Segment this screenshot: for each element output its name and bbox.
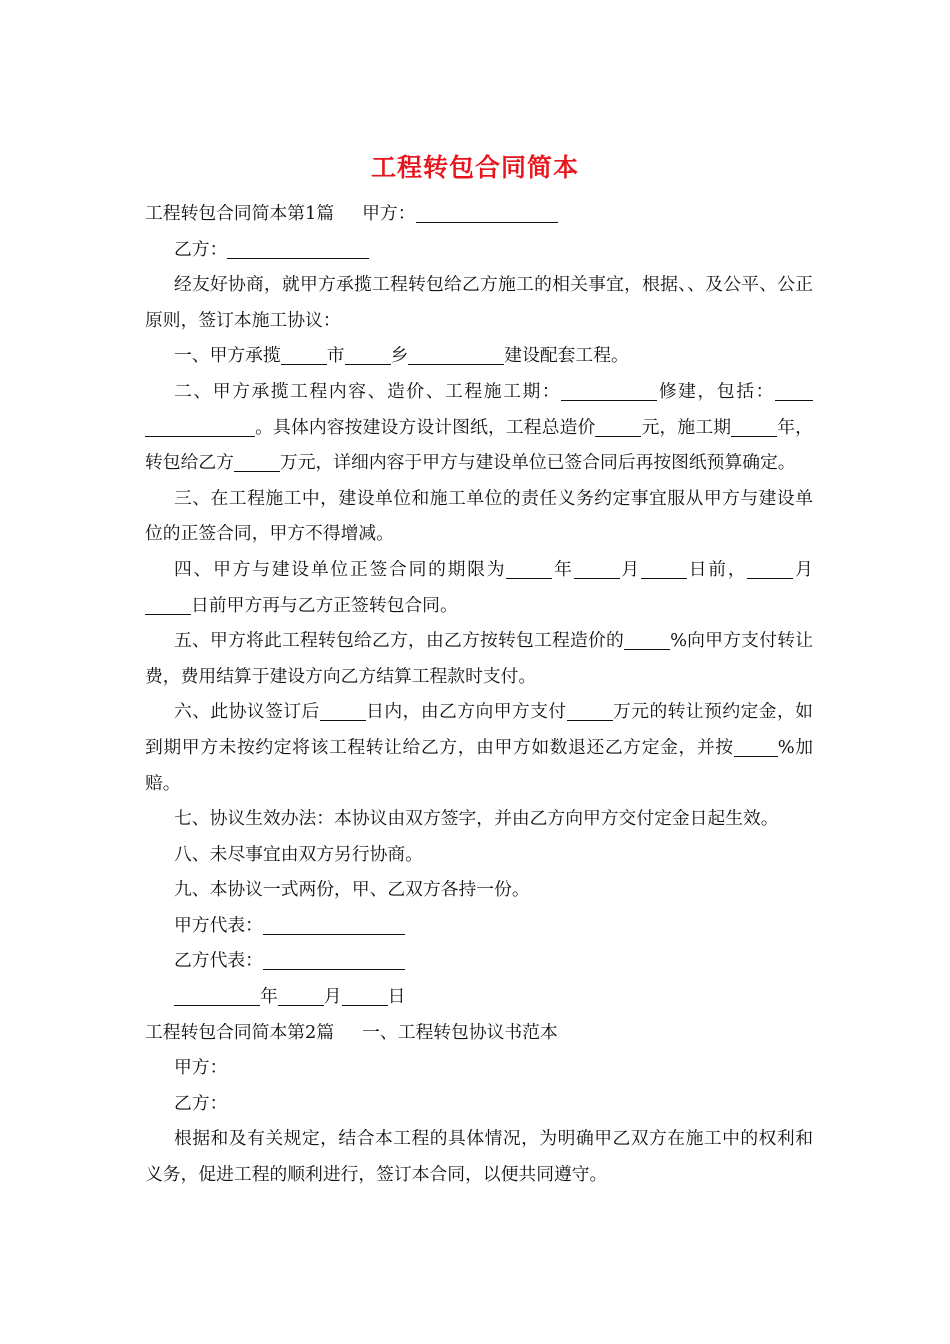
blank-day (342, 987, 388, 1006)
article-1-heading-line (145, 196, 813, 232)
blank (624, 631, 670, 650)
blank (345, 346, 391, 365)
day-label: 日 (387, 986, 406, 1008)
blank (234, 453, 280, 472)
article-2-intro: 根据和及有关规定，结合本工程的具体情况，为明确甲乙双方在施工中的权利和义务，促进工程的顺利进行，签订本合同，以便共同遵守。 (145, 1128, 813, 1186)
paragraph-intro: 经友好协商，就甲方承揽工程转包给乙方施工的相关事宜，根据、、及公平、公正原则，签订本施工协议： (145, 274, 813, 331)
clause-6-text-b: 日内，由乙方向甲方支付 (365, 701, 567, 723)
clause-5 (145, 623, 813, 694)
blank (506, 560, 552, 579)
article-2-party-a: 甲方： (174, 1057, 228, 1079)
blank (145, 596, 191, 615)
blank (408, 346, 504, 365)
article-2-party-b: 乙方： (174, 1092, 228, 1114)
clause-6-text-a: 六、此协议签订后 (174, 701, 320, 723)
article-1-heading: 工程转包合同简本第1篇 (145, 203, 335, 224)
clause-6-text-d: %加赔。 (145, 736, 813, 794)
party-b-label: 乙方： (174, 238, 228, 260)
blank (731, 418, 777, 437)
clause-1-text-a: 一、甲方承揽 (174, 345, 281, 367)
clause-4 (145, 552, 813, 623)
clause-5-text-a: 五、甲方将此工程转包给乙方，由乙方按转包工程造价的 (174, 630, 625, 652)
blank (567, 702, 613, 721)
clause-6-text-c: 万元的转让预约定金，如到期甲方未按约定将该工程转让给乙方，由甲方如数退还乙方定金，并按 (145, 701, 813, 758)
clause-2-text-a: 二、甲方承揽工程内容、造价、工程施工期： (174, 380, 562, 402)
clause-2 (145, 374, 813, 481)
clause-4-text-b: 年 (552, 558, 574, 580)
party-b-representative-label: 乙方代表： (174, 950, 263, 972)
party-a-representative-label: 甲方代表： (174, 914, 263, 936)
clause-4-text-a: 四、甲方与建设单位正签合同的期限为 (174, 558, 507, 580)
blank (574, 560, 620, 579)
party-b-line (145, 232, 813, 268)
blank (775, 382, 813, 401)
blank (595, 418, 641, 437)
blank (320, 702, 366, 721)
blank-year (174, 987, 260, 1006)
clause-1-text-c: 乡 (390, 345, 409, 367)
blank-signature-a (263, 916, 405, 935)
clause-1-text-b: 市 (326, 345, 345, 367)
blank (281, 346, 327, 365)
clause-5-text-b: %向甲方支付转让费，费用结算于建设方向乙方结算工程款时支付。 (145, 630, 813, 687)
blank (145, 418, 255, 437)
document-title: 工程转包合同简本 (370, 153, 579, 182)
date-line (145, 979, 813, 1015)
clause-4-text-c: 月 (619, 558, 641, 580)
document-body (145, 196, 813, 1193)
party-b-representative-line (145, 943, 813, 979)
blank (641, 560, 687, 579)
month-label: 月 (323, 986, 342, 1008)
clause-8: 八、未尽事宜由双方另行协商。 (174, 843, 423, 865)
clause-2-text-e: 年，转包给乙方 (145, 416, 813, 474)
clause-7: 七、协议生效办法：本协议由双方签字，并由乙方向甲方交付定金日起生效。 (174, 808, 779, 830)
year-label: 年 (260, 986, 278, 1008)
clause-6 (145, 694, 813, 801)
article-2-heading: 工程转包合同简本第2篇 (145, 1021, 335, 1043)
party-a-representative-line (145, 908, 813, 944)
clause-2-text-d: 元，施工期 (641, 416, 732, 438)
clause-2-text-f: 万元，详细内容于甲方与建设单位已签合同后再按图纸预算确定。 (279, 452, 796, 474)
party-a-label: 甲方： (362, 203, 416, 224)
clause-1-text-d: 建设配套工程。 (504, 345, 629, 367)
clause-9: 九、本协议一式两份，甲、乙双方各持一份。 (174, 879, 530, 901)
clause-4-text-e: 月 (793, 558, 813, 580)
blank-party-a (416, 204, 558, 223)
article-2-subtitle: 一、工程转包协议书范本 (362, 1021, 558, 1043)
clause-4-text-f: 日前甲方再与乙方正签转包合同。 (191, 594, 458, 616)
blank (762, 738, 778, 757)
blank (747, 560, 793, 579)
article-2-heading-line (145, 1015, 813, 1051)
clause-3: 三、在工程施工中，建设单位和施工单位的责任义务约定事宜服从甲方与建设单位的正签合同，甲方不得增减。 (145, 487, 813, 545)
clause-4-text-d: 日前， (686, 558, 748, 580)
clause-2-text-b: 修建，包括： (657, 380, 775, 402)
blank (734, 738, 762, 757)
blank (561, 382, 657, 401)
clause-2-text-c: 。具体内容按建设方设计图纸，工程总造价 (255, 416, 596, 438)
clause-1 (145, 338, 813, 374)
blank-signature-b (263, 951, 405, 970)
blank-month (278, 987, 324, 1006)
blank-party-b (227, 240, 369, 259)
